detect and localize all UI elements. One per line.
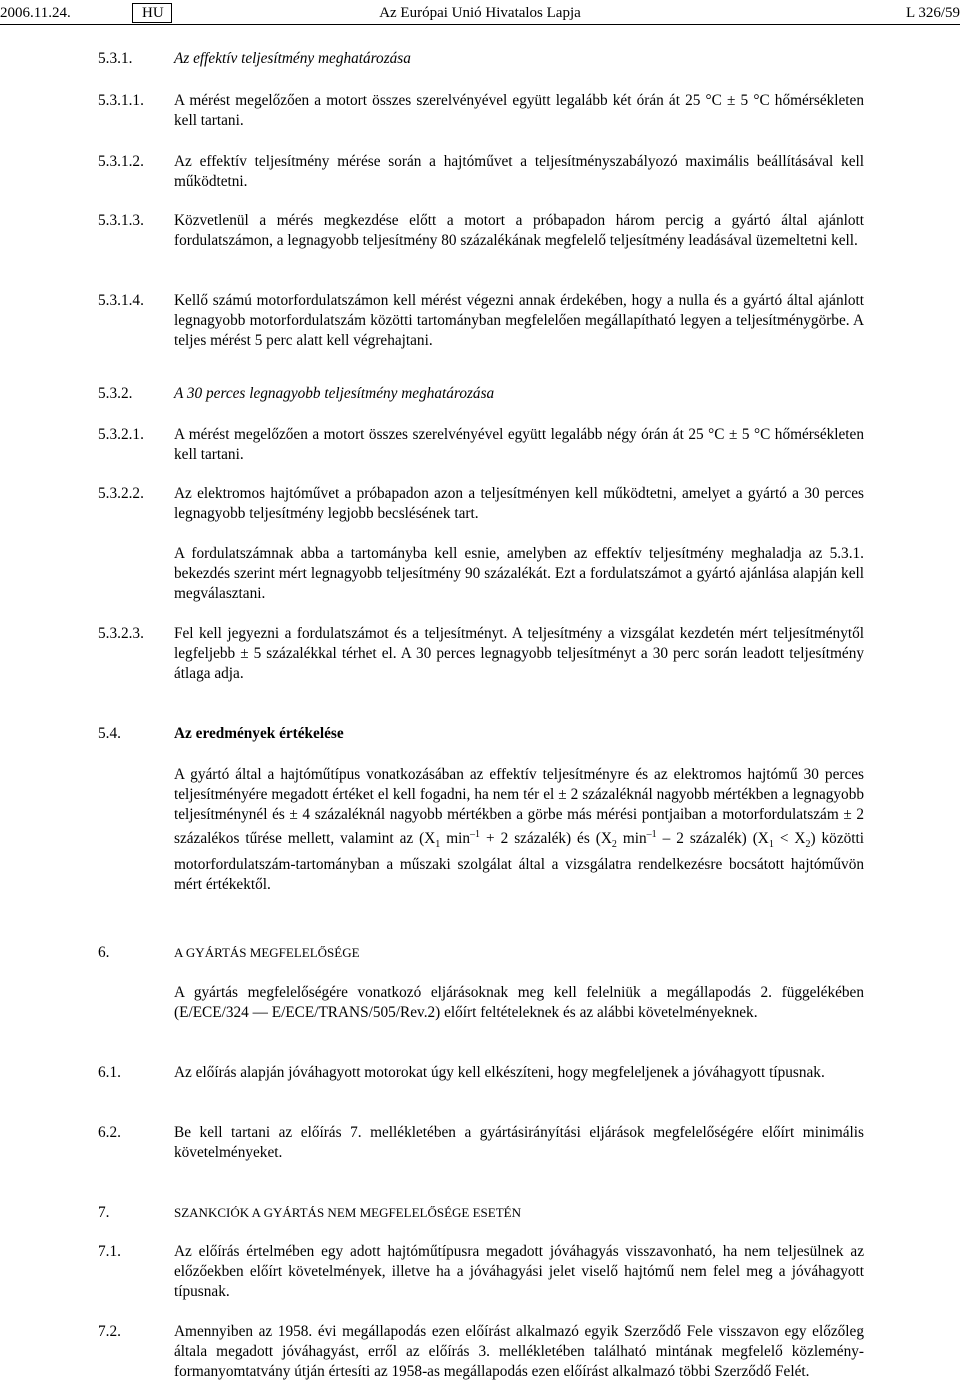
section-number: 5.3.1.2. <box>98 153 144 170</box>
section-number: 5.3.2.2. <box>98 485 144 502</box>
text-run: < X <box>773 830 806 848</box>
section-text <box>174 765 864 895</box>
section-number: 7. <box>98 1204 110 1221</box>
section-text: A gyártás megfelelőségére vonatkozó eljárásoknak meg kell felelniük a megállapodás 2. függelékében (E/ECE/324 — E/ECE/TRANS/505/Rev.2) előírt feltételeknek és az alábbi követelményeknek. <box>174 984 864 1021</box>
section-text: Az előírás alapján jóváhagyott motorokat úgy kell elkészíteni, hogy megfeleljenek a jóváhagyott típusnak. <box>174 1064 825 1081</box>
section-heading: A 30 perces legnagyobb teljesítmény meghatározása <box>174 385 495 402</box>
section-number: 5.3.1.1. <box>98 92 144 109</box>
section-text: A fordulatszámnak abba a tartományba kell esnie, amelyben az effektív teljesítmény meghaladja az 5.3.1. bekezdés szerint mért legnagyobb teljesítmény 90 százalékát. Ezt a fordulatszámot a gyártó ajánlása alapján kell megválasztani. <box>174 545 864 602</box>
text-run: A gyártó által a hajtóműtípus vonatkozásában az effektív teljesítményre és az elektromos hajtómű 30 perces teljesítményére megadott értéket el kell fogadni, ha nem tér el ± 2 százaléknál nagyobb mértékben a legnagyobb teljesítménynél és ± 4 százaléknál nagyobb mértékben a görbe más mérési pontjaiban a motorfordulatszám ± 2 százalékos tűrése mellett, valamint az (X <box>174 766 864 848</box>
subscript: 2 <box>805 839 811 851</box>
section-number: 5.3.1.4. <box>98 292 144 309</box>
section-heading: Az eredmények értékelése <box>174 725 344 742</box>
section-text: Kellő számú motorfordulatszámon kell mérést végezni annak érdekében, hogy a nulla és a gyártó által ajánlott legnagyobb motorfordulatszám közötti tartományban megfelelően megállapítható legyen a teljesítménygörbe. A teljes mérést 5 perc alatt kell végrehajtani. <box>174 292 864 349</box>
section-text: Az előírás értelmében egy adott hajtóműtípusra megadott jóváhagyás visszavonható, ha nem teljesülnek az előzőekben előírt követelmények, illetve ha a jóváhagyási jelet viselő hajtómű nem felel meg a jóváhagyott típusnak. <box>174 1243 864 1300</box>
subscript: 1 <box>768 839 774 851</box>
section-number: 6.1. <box>98 1064 121 1081</box>
section-number: 5.3.1. <box>98 50 133 67</box>
section-number: 5.3.2.1. <box>98 426 144 443</box>
section-text: Közvetlenül a mérés megkezdése előtt a motort a próbapadon három percig a gyártó által ajánlott fordulatszámon, a legnagyobb teljesítmény 80 százalékának megfelelő teljesítmény leadásával üzemeltetni kell. <box>174 212 864 249</box>
section-heading: SZANKCIÓK A GYÁRTÁS NEM MEGFELELŐSÉGE ESETÉN <box>174 1205 521 1220</box>
section-number: 5.4. <box>98 725 121 742</box>
section-number: 6.2. <box>98 1124 121 1141</box>
text-run: ) közötti motorfordulatszám-tartományban a műszaki szolgálat által a vizsgálatra rendelkezésre bocsátott hajtóművön mért értékektől. <box>174 830 865 894</box>
subscript: 2 <box>611 839 617 851</box>
journal-title: Az Európai Unió Hivatalos Lapja <box>379 5 581 21</box>
superscript: –1 <box>470 829 481 840</box>
section-text: A mérést megelőzően a motort összes szerelvényével együtt legalább két órán át 25 °C ± 5 °C hőmérsékleten kell tartani. <box>174 92 864 129</box>
text-run: – 2 százalék) (X <box>656 830 769 848</box>
header-rule <box>0 24 960 25</box>
subscript: 1 <box>435 839 441 851</box>
section-number: 7.2. <box>98 1323 121 1340</box>
section-number: 5.3.2. <box>98 385 133 402</box>
section-number: 5.3.1.3. <box>98 212 144 229</box>
superscript: –1 <box>646 829 657 840</box>
section-number: 6. <box>98 944 110 961</box>
language-badge: HU <box>132 3 172 23</box>
section-text: Az elektromos hajtóművet a próbapadon azon a teljesítményen kell működtetni, amelyet a gyártó a 30 perces legnagyobb teljesítmény legjobb becslésének tart. <box>174 485 864 522</box>
section-heading: Az effektív teljesítmény meghatározása <box>174 50 411 67</box>
section-number: 5.3.2.3. <box>98 625 144 642</box>
page-reference: L 326/59 <box>905 5 960 21</box>
section-heading: A GYÁRTÁS MEGFELELŐSÉGE <box>174 945 360 960</box>
section-text: Amennyiben az 1958. évi megállapodás ezen előírást alkalmazó egyik Szerződő Fele visszavon egy előzőleg általa megadott jóváhagyást, erről az előírás 3. mellékletében található mintának megfelelő közlemény-formanyomtatvány útján értesíti az 1958-as megállapodás ezen előírást alkalmazó többi Szerződő Felét. <box>174 1323 864 1380</box>
page-header <box>0 2 960 24</box>
section-text: Fel kell jegyezni a fordulatszámot és a teljesítményt. A teljesítmény a vizsgálat kezdetén mért teljesítménytől legfeljebb ± 5 százalékkal térhet el. A 30 perces legnagyobb teljesítményt a 30 perc során leadott teljesítmény átlaga adja. <box>174 625 864 682</box>
text-run: + 2 százalék) és (X <box>480 830 612 848</box>
text-run: min <box>616 830 647 848</box>
section-text: Az effektív teljesítmény mérése során a hajtóművet a teljesítményszabályozó maximális beállításával kell működtetni. <box>174 153 864 190</box>
text-run: min <box>440 830 471 848</box>
section-number: 7.1. <box>98 1243 121 1260</box>
section-text: Be kell tartani az előírás 7. mellékletében a gyártásirányítási eljárások megfelelőségére előírt minimális követelményeket. <box>174 1124 864 1161</box>
publication-date: 2006.11.24. <box>0 5 71 21</box>
section-text: A mérést megelőzően a motort összes szerelvényével együtt legalább négy órán át 25 °C ± 5 °C hőmérsékleten kell tartani. <box>174 426 864 463</box>
